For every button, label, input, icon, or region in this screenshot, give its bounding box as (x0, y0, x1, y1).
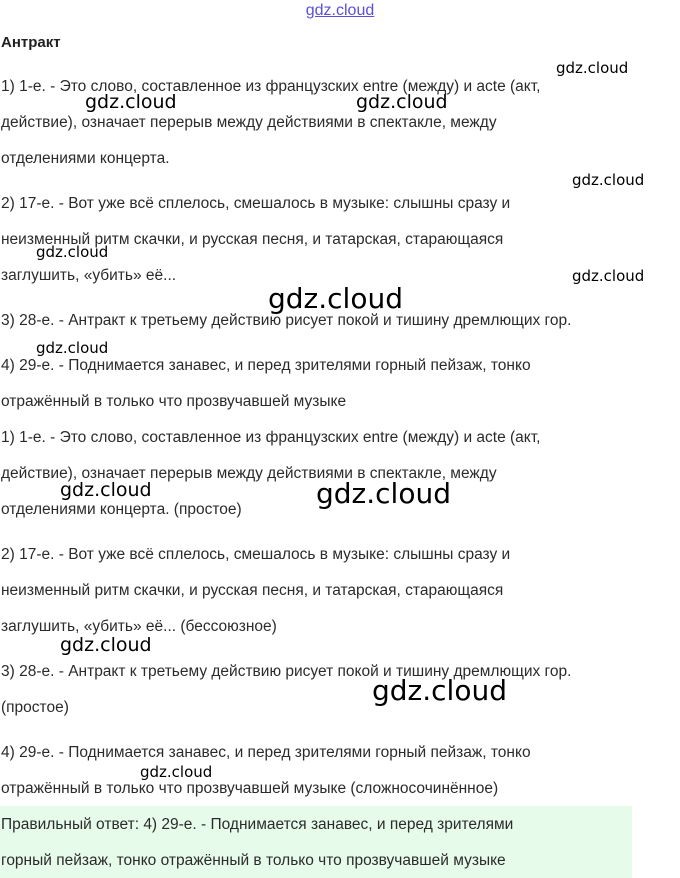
text-line: 1) 1-е. - Это слово, составленное из французских entre (между) и acte (акт, (1, 429, 541, 446)
section-heading: Антракт (1, 34, 61, 51)
watermark: gdz.cloud (556, 59, 629, 77)
correct-answer-line: Правильный ответ: 4) 29-е. - Поднимается занавес, и перед зрителями (1, 816, 514, 833)
text-line: (простое) (1, 699, 69, 716)
correct-answer-line: горный пейзаж, тонко отражённый в только что прозвучавшей музыке (1, 852, 506, 869)
text-line: 2) 17-е. - Вот уже всё сплелось, смешалось в музыке: слышны сразу и (1, 195, 511, 212)
watermark: gdz.cloud (85, 91, 177, 113)
text-line: 1) 1-е. - Это слово, составленное из французских entre (между) и acte (акт, (1, 78, 541, 95)
text-line: отражённый в только что прозвучавшей музыке (1, 393, 347, 410)
watermark: gdz.cloud (60, 634, 152, 656)
watermark: gdz.cloud (572, 267, 645, 285)
watermark: gdz.cloud (572, 171, 645, 189)
text-line: 3) 28-е. - Антракт к третьему действию рисует покой и тишину дремлющих гор. (1, 312, 572, 329)
watermark: gdz.cloud (356, 91, 448, 113)
text-line: заглушить, «убить» её... (1, 267, 177, 284)
text-line: 4) 29-е. - Поднимается занавес, и перед зрителями горный пейзаж, тонко (1, 744, 531, 761)
text-line: заглушить, «убить» её... (бессоюзное) (1, 618, 277, 635)
text-line: отделениями концерта. (1, 150, 170, 167)
text-line: действие), означает перерыв между действиями в спектакле, между (1, 465, 497, 482)
text-line: действие), означает перерыв между действиями в спектакле, между (1, 114, 497, 131)
text-line: неизменный ритм скачки, и русская песня, и татарская, старающаяся (1, 582, 504, 599)
watermark: gdz.cloud (36, 243, 109, 261)
watermark: gdz.cloud (36, 339, 109, 357)
watermark: gdz.cloud (268, 282, 403, 315)
text-line: 4) 29-е. - Поднимается занавес, и перед зрителями горный пейзаж, тонко (1, 357, 531, 374)
watermark: gdz.cloud (316, 477, 451, 510)
watermark: gdz.cloud (372, 674, 507, 707)
text-line: 2) 17-е. - Вот уже всё сплелось, смешалось в музыке: слышны сразу и (1, 546, 511, 563)
text-line: отражённый в только что прозвучавшей музыке (сложносочинённое) (1, 780, 499, 797)
text-line: неизменный ритм скачки, и русская песня, и татарская, старающаяся (1, 231, 504, 248)
watermark: gdz.cloud (140, 763, 213, 781)
site-link[interactable]: gdz.cloud (305, 2, 375, 19)
watermark: gdz.cloud (60, 479, 152, 501)
text-line: отделениями концерта. (простое) (1, 501, 242, 518)
text-line: 3) 28-е. - Антракт к третьему действию рисует покой и тишину дремлющих гор. (1, 663, 572, 680)
